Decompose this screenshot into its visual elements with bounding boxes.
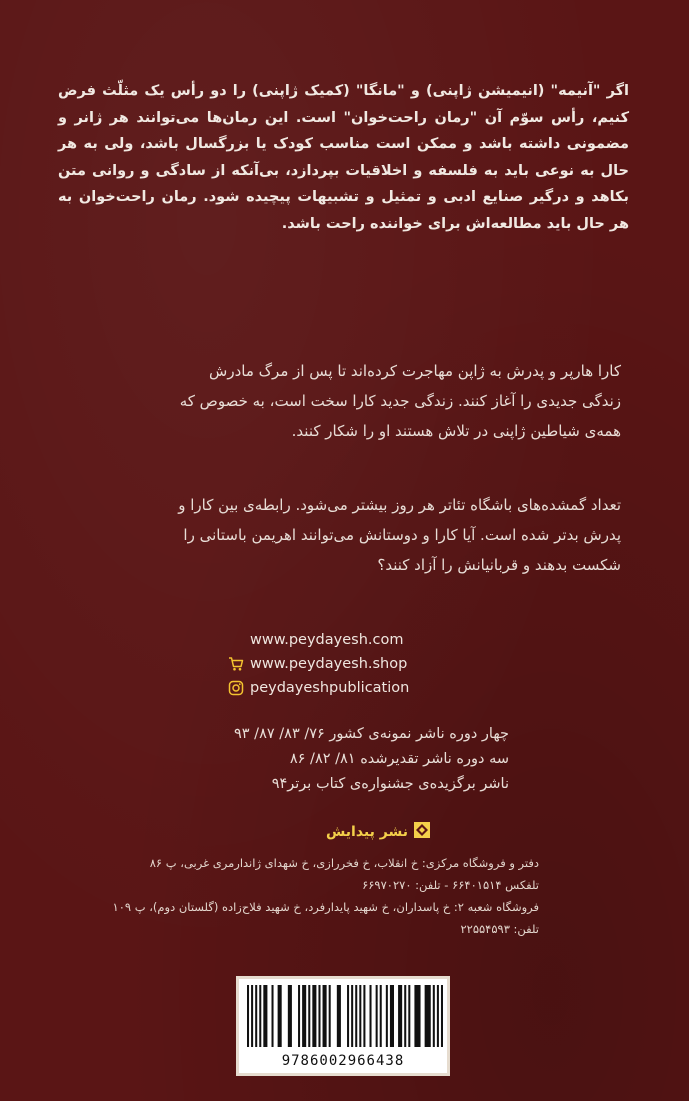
- barcode-bars: [247, 985, 443, 1047]
- shop-row: [228, 652, 458, 676]
- barcode-bar: [363, 985, 365, 1047]
- barcode-bar: [278, 985, 282, 1047]
- barcode-bar: [302, 985, 306, 1047]
- shop-link[interactable]: www.peydayesh.shop: [250, 656, 408, 672]
- awards-list: [160, 722, 509, 797]
- barcode-bar: [404, 985, 406, 1047]
- instagram-row: [228, 676, 458, 700]
- publisher-mark: [270, 822, 430, 842]
- publisher-logo-icon: [414, 822, 430, 842]
- barcode-bar: [337, 985, 341, 1047]
- barcode-bar: [263, 985, 267, 1047]
- barcode-bar: [298, 985, 300, 1047]
- barcode-bar: [390, 985, 394, 1047]
- barcode-bar: [355, 985, 357, 1047]
- blurb-text-1: کارا هارپر و پدرش به ژاپن مهاجرت کرده‌اند تا پس از مرگ مادرش زندگی جدیدی را آغاز کنند. زندگی جدید کارا سخت است، به خصوص که همه‌ی شیاطین ژاپنی در تلاش هستند او را شکار کنند.: [179, 362, 621, 440]
- barcode-bar: [398, 985, 402, 1047]
- intro-paragraph: اگر "آنیمه" (انیمیشن ژاپنی) و "مانگا" (کمیک ژاپنی) را دو رأس یک مثلّث فرض کنیم، رأس سوّم آن "رمان راحت‌خوان" است. این رمان‌ها می‌توانند هر ژانر و مضمونی داشته باشد و ممکن است مناسب کودک یا بزرگسال باشد، ولی به هر حال به نوعی باید به فلسفه و اخلاقیات بپردازد، بی‌آنکه از سادگی و روانی متن بکاهد و درگیر صنایع ادبی و تمثیل و تشبیهات پیچیده شود. رمان راحت‌خوان به هر حال باید مطالعه‌اش برای خواننده راحت باشد.: [58, 83, 629, 232]
- barcode-number: 9786002966438: [281, 1053, 405, 1069]
- barcode-bar: [347, 985, 349, 1047]
- website-link[interactable]: www.peydayesh.com: [250, 632, 404, 648]
- barcode-bar: [425, 985, 431, 1047]
- barcode-bar: [386, 985, 388, 1047]
- award-line-1: چهار دوره ناشر نمونه‌ی کشور ۷۶/ ۸۳/ ۸۷/ ۹۳: [234, 726, 509, 742]
- barcode-bar: [259, 985, 261, 1047]
- barcode-bar: [312, 985, 316, 1047]
- blurb-paragraph-1: [175, 356, 621, 446]
- barcode-bar: [376, 985, 378, 1047]
- address-line-4: تلفن: ۲۲۵۵۴۵۹۳: [460, 922, 539, 936]
- barcode-bar: [247, 985, 249, 1047]
- contact-list: [228, 628, 458, 700]
- blurb-text-2: تعداد گمشده‌های باشگاه تئاتر هر روز بیشتر می‌شود. رابطه‌ی بین کارا و پدرش بدتر شده است. آیا کارا و دوستانش می‌توانند اهریمن باستانی را شکست بدهند و قربانیانش را آزاد کنند؟: [178, 496, 621, 574]
- barcode-bar: [359, 985, 361, 1047]
- instagram-handle[interactable]: peydayeshpublication: [250, 680, 410, 696]
- address-line-2: تلفکس ۶۶۴۰۱۵۱۴ - تلفن: ۶۶۹۷۰۲۷۰: [362, 878, 539, 892]
- barcode-bar: [441, 985, 443, 1047]
- instagram-icon: [228, 680, 244, 696]
- barcode-bar: [329, 985, 331, 1047]
- address-block: [100, 852, 539, 940]
- barcode-bar: [308, 985, 310, 1047]
- barcode-bar: [380, 985, 382, 1047]
- blurb-paragraph-2: [140, 490, 621, 580]
- award-line-3: ناشر برگزیده‌ی جشنواره‌ی کتاب برتر۹۴: [271, 776, 509, 792]
- barcode-bar: [272, 985, 274, 1047]
- isbn-barcode: [236, 976, 450, 1076]
- award-line-2: سه دوره ناشر تقدیرشده ۸۱/ ۸۲/ ۸۶: [289, 751, 509, 767]
- barcode-bar: [288, 985, 292, 1047]
- cart-icon: [228, 656, 244, 672]
- barcode-bar: [323, 985, 327, 1047]
- address-line-3: فروشگاه شعبه ۲: خ پاسداران، خ شهید پایدارفرد، خ شهید فلاح‌زاده (گلستان دوم)، پ ۱۰۹: [112, 900, 539, 914]
- barcode-bar: [433, 985, 435, 1047]
- website-row: [228, 628, 458, 652]
- barcode-bar: [414, 985, 420, 1047]
- address-line-1: دفتر و فروشگاه مرکزی: خ انقلاب، خ فخررازی، خ شهدای ژاندارمری غربی، پ ۸۶: [149, 856, 539, 870]
- barcode-bar: [408, 985, 410, 1047]
- barcode-bar: [255, 985, 257, 1047]
- barcode-bar: [251, 985, 253, 1047]
- barcode-bar: [351, 985, 353, 1047]
- barcode-bar: [318, 985, 320, 1047]
- publisher-name: نشر پیدایش: [326, 824, 408, 840]
- barcode-bar: [370, 985, 372, 1047]
- barcode-bar: [437, 985, 439, 1047]
